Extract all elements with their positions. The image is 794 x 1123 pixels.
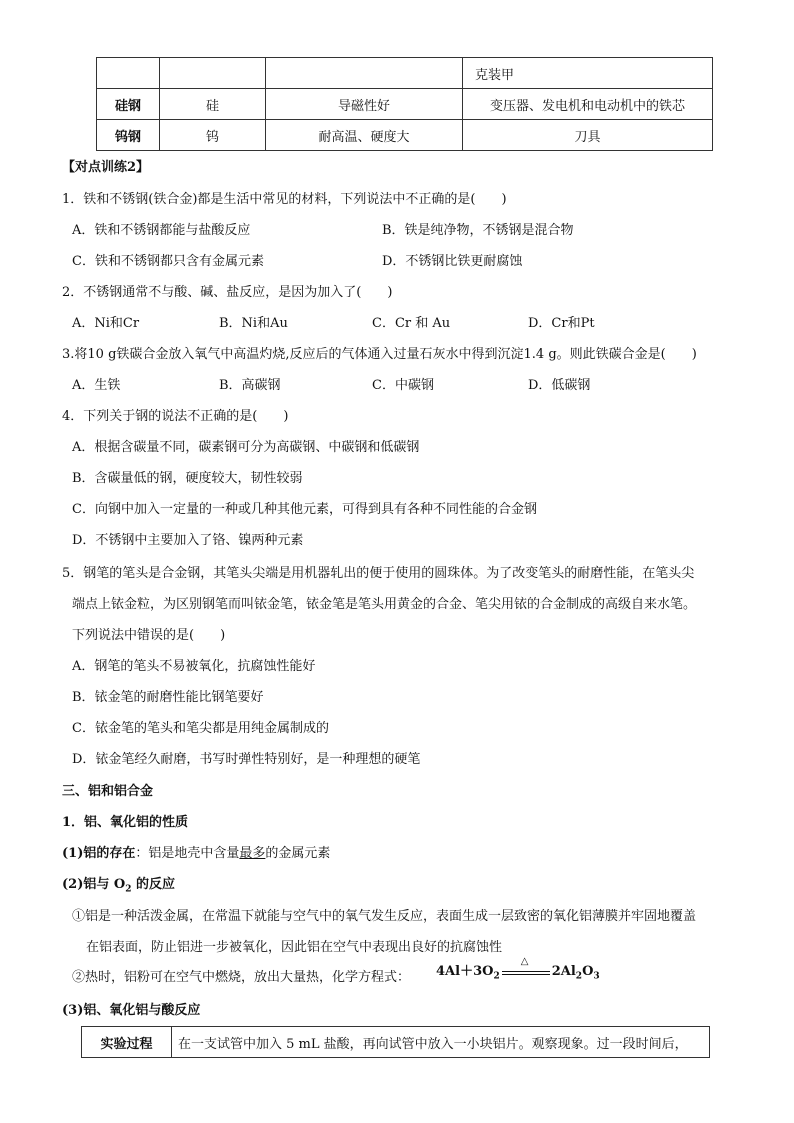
- question-3-option-b: B．高碳钢: [219, 378, 281, 393]
- acid-reaction-heading: (3)铝、氧化铝与酸反应: [62, 1003, 201, 1018]
- question-5-option-c: C．铱金笔的笔头和笔尖都是用纯金属制成的: [72, 721, 329, 736]
- practice-title: 【对点训练2】: [62, 160, 150, 175]
- aluminum-item-1-line2: 在铝表面，防止铝进一步被氧化，因此铝在空气中表现出良好的抗腐蚀性: [86, 940, 503, 955]
- aluminum-oxygen-heading: [62, 873, 175, 895]
- question-3-option-a: A．生铁: [72, 378, 121, 393]
- question-2-option-a: A．Ni和Cr: [72, 316, 140, 331]
- question-4-option-d: D．不锈钢中主要加入了铬、镍两种元素: [72, 533, 304, 548]
- equation-product-o: O: [582, 964, 594, 979]
- alloy-property-cell: 耐高温、硬度大: [266, 120, 463, 151]
- chemical-equation: [436, 955, 600, 982]
- experiment-text: 在一支试管中加入 5 mL 盐酸，再向试管中放入一小块铝片。观察现象。过一段时间后，: [172, 1027, 710, 1058]
- alloy-use-cell: 刀具: [463, 120, 713, 151]
- question-3-option-c: C．中碳钢: [372, 378, 434, 393]
- question-5-stem-line1: 5．钢笔的笔头是合金钢，其笔头尖端是用机器轧出的便于使用的圆珠体。为了改变笔头的耐磨性能，在笔头尖: [62, 566, 695, 581]
- question-1-option-c: C．铁和不锈钢都只含有金属元素: [72, 254, 264, 269]
- experiment-label: 实验过程: [82, 1027, 172, 1058]
- alloy-table: [96, 57, 713, 151]
- question-1-option-b: B．铁是纯净物，不锈钢是混合物: [382, 223, 574, 238]
- subscript: 2: [575, 971, 583, 982]
- alloy-name-cell: 钨钢: [97, 120, 160, 151]
- subscript: 3: [593, 971, 600, 982]
- alloy-name-cell: 硅钢: [97, 89, 160, 120]
- aluminum-item-2: ②热时，铝粉可在空气中燃烧，放出大量热，化学方程式：: [72, 970, 411, 985]
- question-2-option-c: C．Cr 和 Au: [372, 316, 451, 331]
- question-5-stem-line2: 端点上铱金粒，为区别钢笔而叫铱金笔，铱金笔是笔头用黄金的合金、笔尖用铱的合金制成的高级自来水笔。: [72, 597, 697, 612]
- alloy-property-cell: [266, 58, 463, 89]
- aluminum-existence-underlined: 最多: [239, 846, 266, 861]
- alloy-element-cell: 硅: [160, 89, 266, 120]
- question-4-option-a: A．根据含碳量不同，碳素钢可分为高碳钢、中碳钢和低碳钢: [72, 440, 420, 455]
- question-3-option-d: D．低碳钢: [528, 378, 591, 393]
- aluminum-existence-label: (1)铝的存在: [62, 846, 136, 861]
- question-5-stem-line3: 下列说法中错误的是( ): [72, 628, 226, 643]
- question-5-option-b: B．铱金笔的耐磨性能比钢笔要好: [72, 690, 264, 705]
- heading-text: (2)铝与 O: [62, 877, 126, 892]
- heading-text-end: 的反应: [131, 877, 175, 892]
- question-1-option-a: A．铁和不锈钢都能与盐酸反应: [72, 223, 251, 238]
- alloy-use-cell: 克装甲: [463, 58, 713, 89]
- aluminum-existence-text-end: 的金属元素: [265, 846, 331, 861]
- question-4-option-c: C．向钢中加入一定量的一种或几种其他元素，可得到具有各种不同性能的合金钢: [72, 502, 537, 517]
- question-3-stem: 3.将10 g铁碳合金放入氧气中高温灼烧,反应后的气体通入过量石灰水中得到沉淀1.4 g。则此铁碳合金是( ): [62, 347, 697, 362]
- question-2-option-d: D．Cr和Pt: [528, 316, 595, 331]
- subscript: 2: [493, 971, 500, 982]
- alloy-element-cell: [160, 58, 266, 89]
- question-1-option-d: D．不锈钢比铁更耐腐蚀: [382, 254, 523, 269]
- question-2-option-b: B．Ni和Au: [219, 316, 288, 331]
- table-row: [97, 120, 713, 151]
- question-4-option-b: B．含碳量低的钢，硬度较大，韧性较弱: [72, 471, 303, 486]
- alloy-name-cell: [97, 58, 160, 89]
- aluminum-item-1-line1: ①铝是一种活泼金属，在常温下就能与空气中的氧气发生反应，表面生成一层致密的氧化铝薄膜并牢固地覆盖: [72, 909, 697, 924]
- experiment-table: [81, 1026, 710, 1058]
- alloy-element-cell: 钨: [160, 120, 266, 151]
- equals-arrow-icon: [502, 955, 550, 979]
- aluminum-existence-line: [62, 842, 330, 861]
- alloy-property-cell: 导磁性好: [266, 89, 463, 120]
- alloy-use-cell: 变压器、发电机和电动机中的铁芯: [463, 89, 713, 120]
- heat-condition-icon: △: [520, 955, 529, 967]
- question-5-option-a: A．钢笔的笔头不易被氧化，抗腐蚀性能好: [72, 659, 316, 674]
- table-row: [82, 1027, 710, 1058]
- equation-reactants: 4Al＋3O: [436, 964, 494, 979]
- subsection-heading: 1．铝、氧化铝的性质: [62, 815, 189, 830]
- aluminum-existence-text: ：铝是地壳中含量: [135, 846, 240, 861]
- equation-product: 2Al: [551, 964, 576, 979]
- question-1-stem: 1．铁和不锈钢(铁合金)都是生活中常见的材料，下列说法中不正确的是( ): [62, 192, 507, 207]
- table-row: [97, 89, 713, 120]
- question-2-stem: 2．不锈钢通常不与酸、碱、盐反应，是因为加入了( ): [62, 285, 393, 300]
- section-heading: 三、铝和铝合金: [62, 784, 154, 799]
- subscript: 2: [125, 884, 132, 895]
- question-5-option-d: D．铱金笔经久耐磨，书写时弹性特别好，是一种理想的硬笔: [72, 752, 421, 767]
- table-row: [97, 58, 713, 89]
- question-4-stem: 4．下列关于钢的说法不正确的是( ): [62, 409, 289, 424]
